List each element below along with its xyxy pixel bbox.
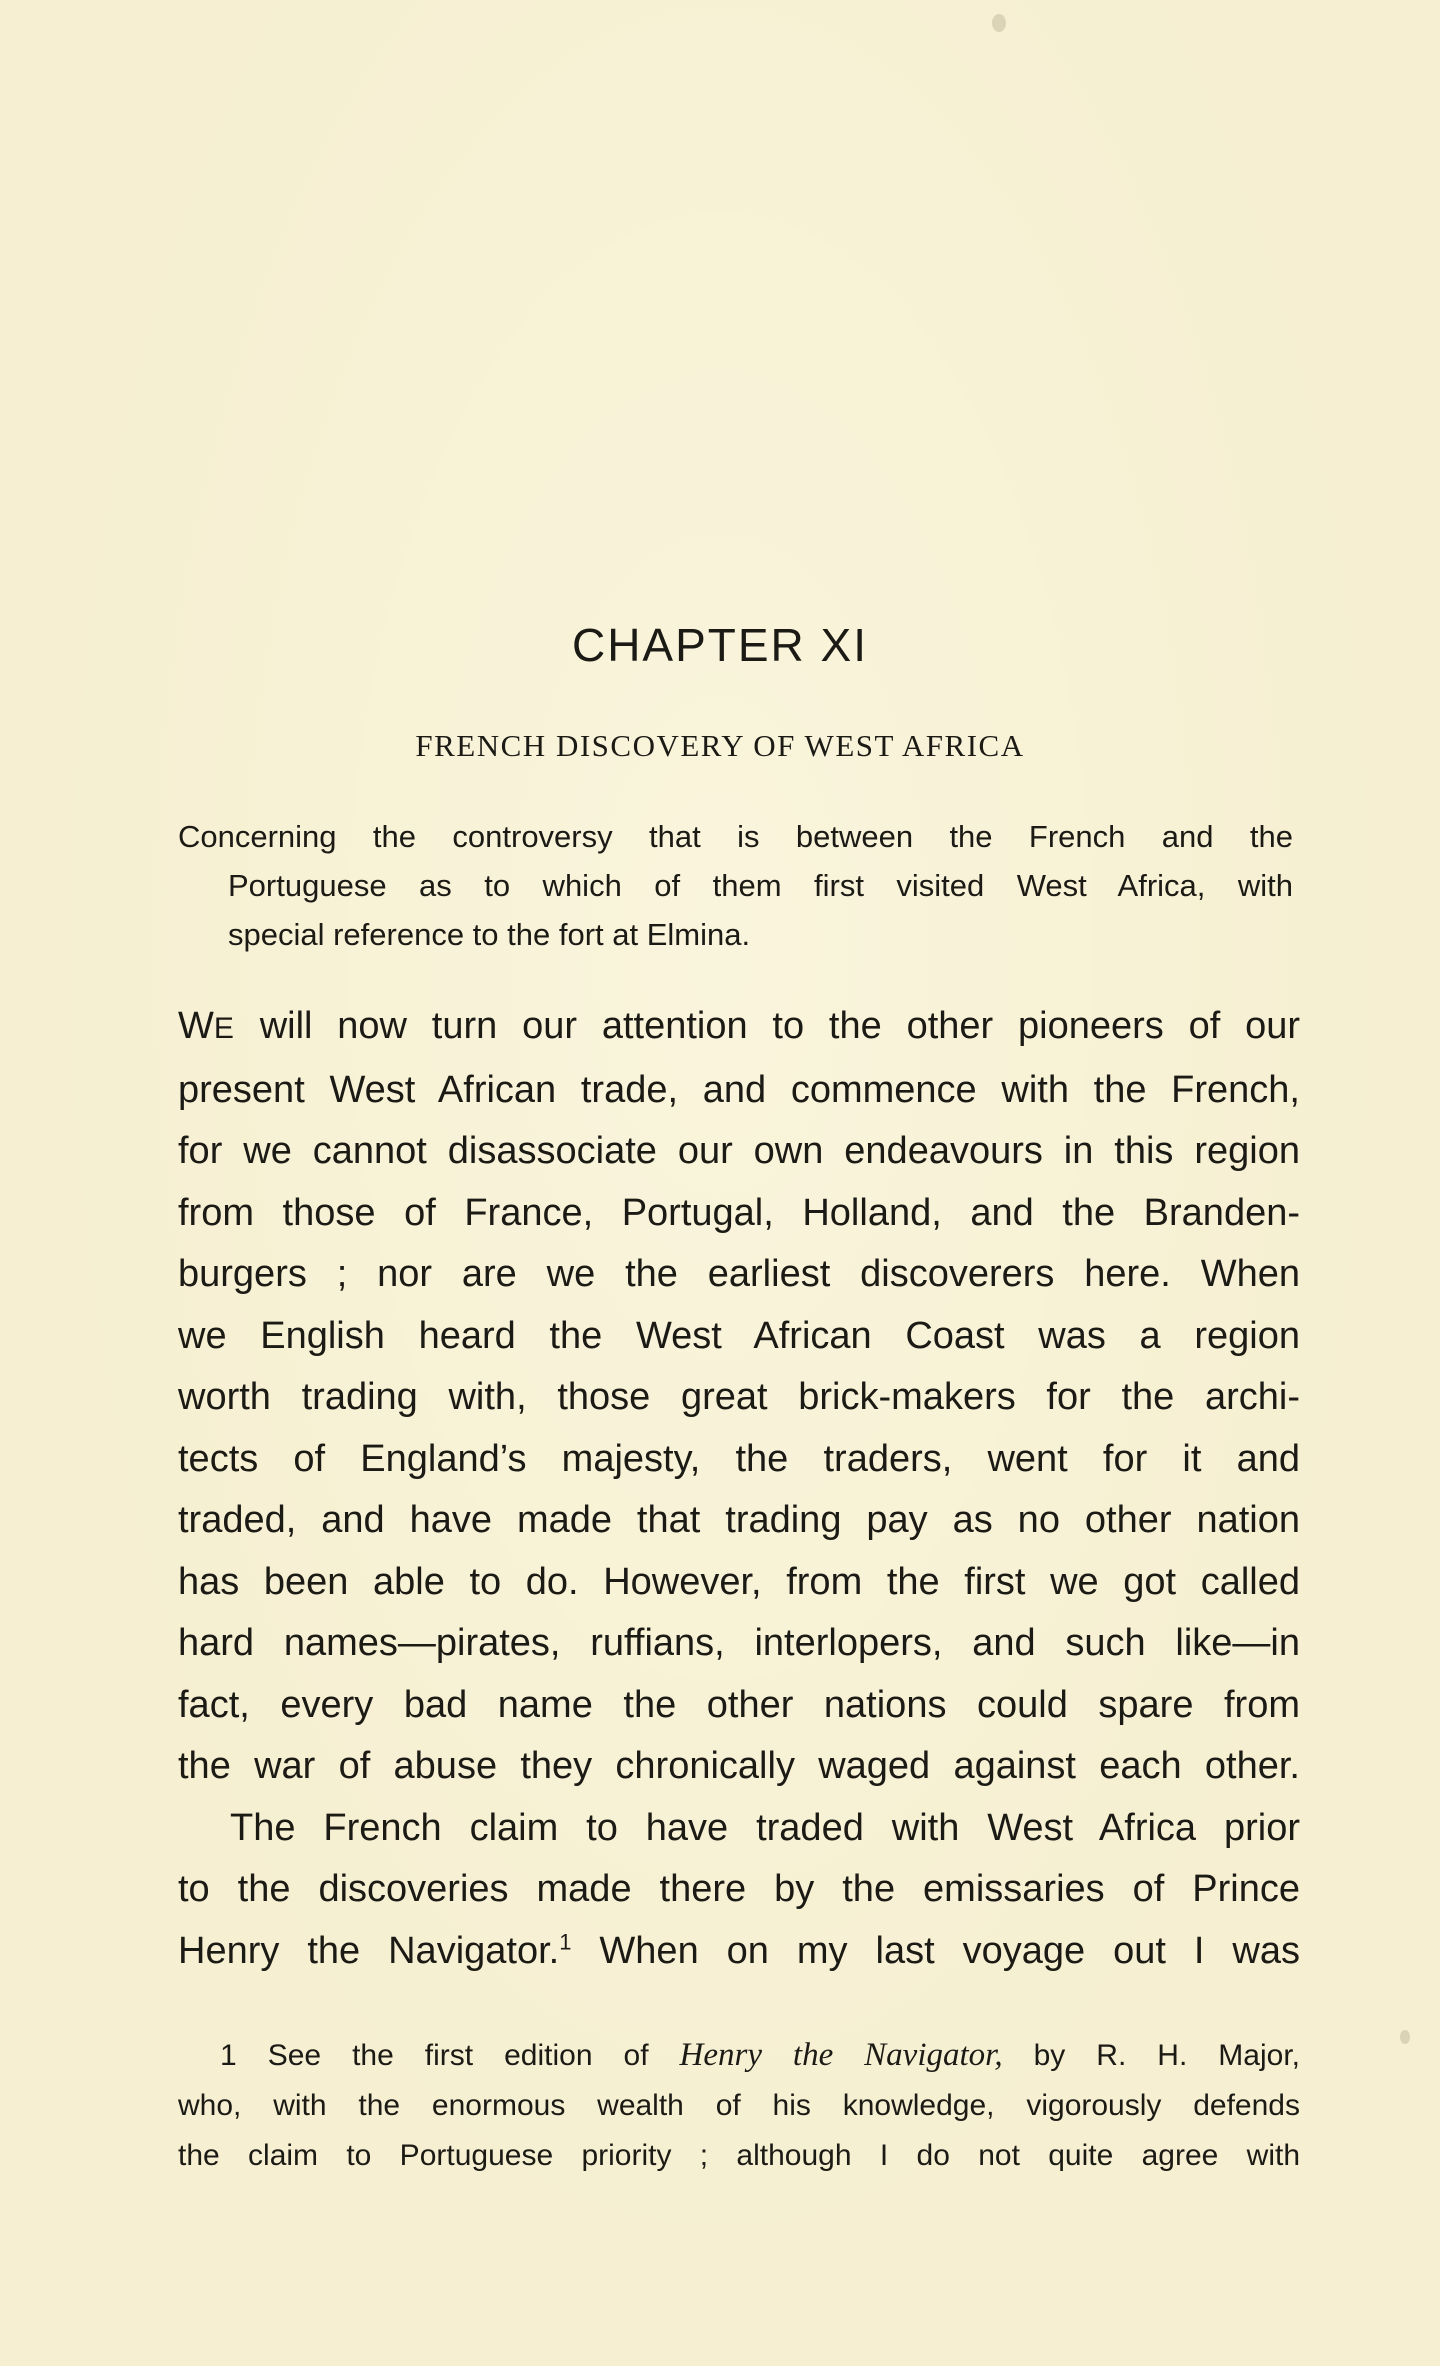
body-line: present West African trade, and commence with the French,: [178, 1068, 1300, 1111]
body-line: to the discoveries made there by the emissaries of Prince: [178, 1868, 1300, 1910]
body-text: [178, 996, 1300, 1982]
book-title: Henry the Navigator,: [679, 2037, 1003, 2073]
footnote-reference[interactable]: 1: [559, 1928, 572, 1954]
synopsis-line: Portuguese as to which of them first visited West Africa, with: [228, 868, 1293, 903]
footnote-line: 1 See the first edition of Henry the Navigator, by R. H. Major,: [220, 2037, 1301, 2073]
body-line: WE will now turn our attention to the other pioneers of our: [178, 1005, 1300, 1047]
footnote-marker: 1: [220, 2039, 237, 2072]
body-line: from those of France, Portugal, Holland, and the Branden-: [178, 1191, 1300, 1234]
body-line: hard names—pirates, ruffians, interlopers, and such like—in: [178, 1622, 1300, 1664]
chapter-subtitle: FRENCH DISCOVERY OF WEST AFRICA: [415, 728, 1025, 763]
footnote-line: who, with the enormous wealth of his knowledge, vigorously defends: [178, 2089, 1300, 2122]
dropcap-word: WE: [178, 1005, 235, 1047]
body-line: Henry the Navigator.$^1$ When on my last voyage out I was: [178, 1928, 1300, 1972]
chapter-synopsis: [178, 812, 1293, 959]
body-line: traded, and have made that trading pay as no other nation: [178, 1499, 1300, 1541]
paper-speck: [992, 14, 1006, 32]
body-line: has been able to do. However, from the first we got called: [178, 1560, 1300, 1603]
footnote-line: the claim to Portuguese priority ; although I do not quite agree with: [178, 2139, 1300, 2172]
body-line: we English heard the West African Coast was a region: [178, 1314, 1300, 1357]
body-line: the war of abuse they chronically waged against each other.: [178, 1745, 1300, 1787]
footnote: [178, 2030, 1300, 2181]
body-line: fact, every bad name the other nations could spare from: [178, 1683, 1300, 1726]
body-line: tects of England’s majesty, the traders, went for it and: [178, 1437, 1300, 1480]
paper-speck: [1400, 2030, 1410, 2044]
synopsis-line: special reference to the fort at Elmina.: [228, 917, 751, 952]
body-line: for we cannot disassociate our own endeavours in this region: [178, 1130, 1300, 1172]
chapter-title: CHAPTER XI: [571, 619, 869, 671]
body-line: The French claim to have traded with West Africa prior: [230, 1806, 1300, 1849]
body-line: worth trading with, those great brick-makers for the archi-: [178, 1376, 1300, 1418]
synopsis-line: Concerning the controversy that is between the French and the: [178, 819, 1293, 854]
body-line: burgers ; nor are we the earliest discoverers here. When: [178, 1253, 1300, 1295]
